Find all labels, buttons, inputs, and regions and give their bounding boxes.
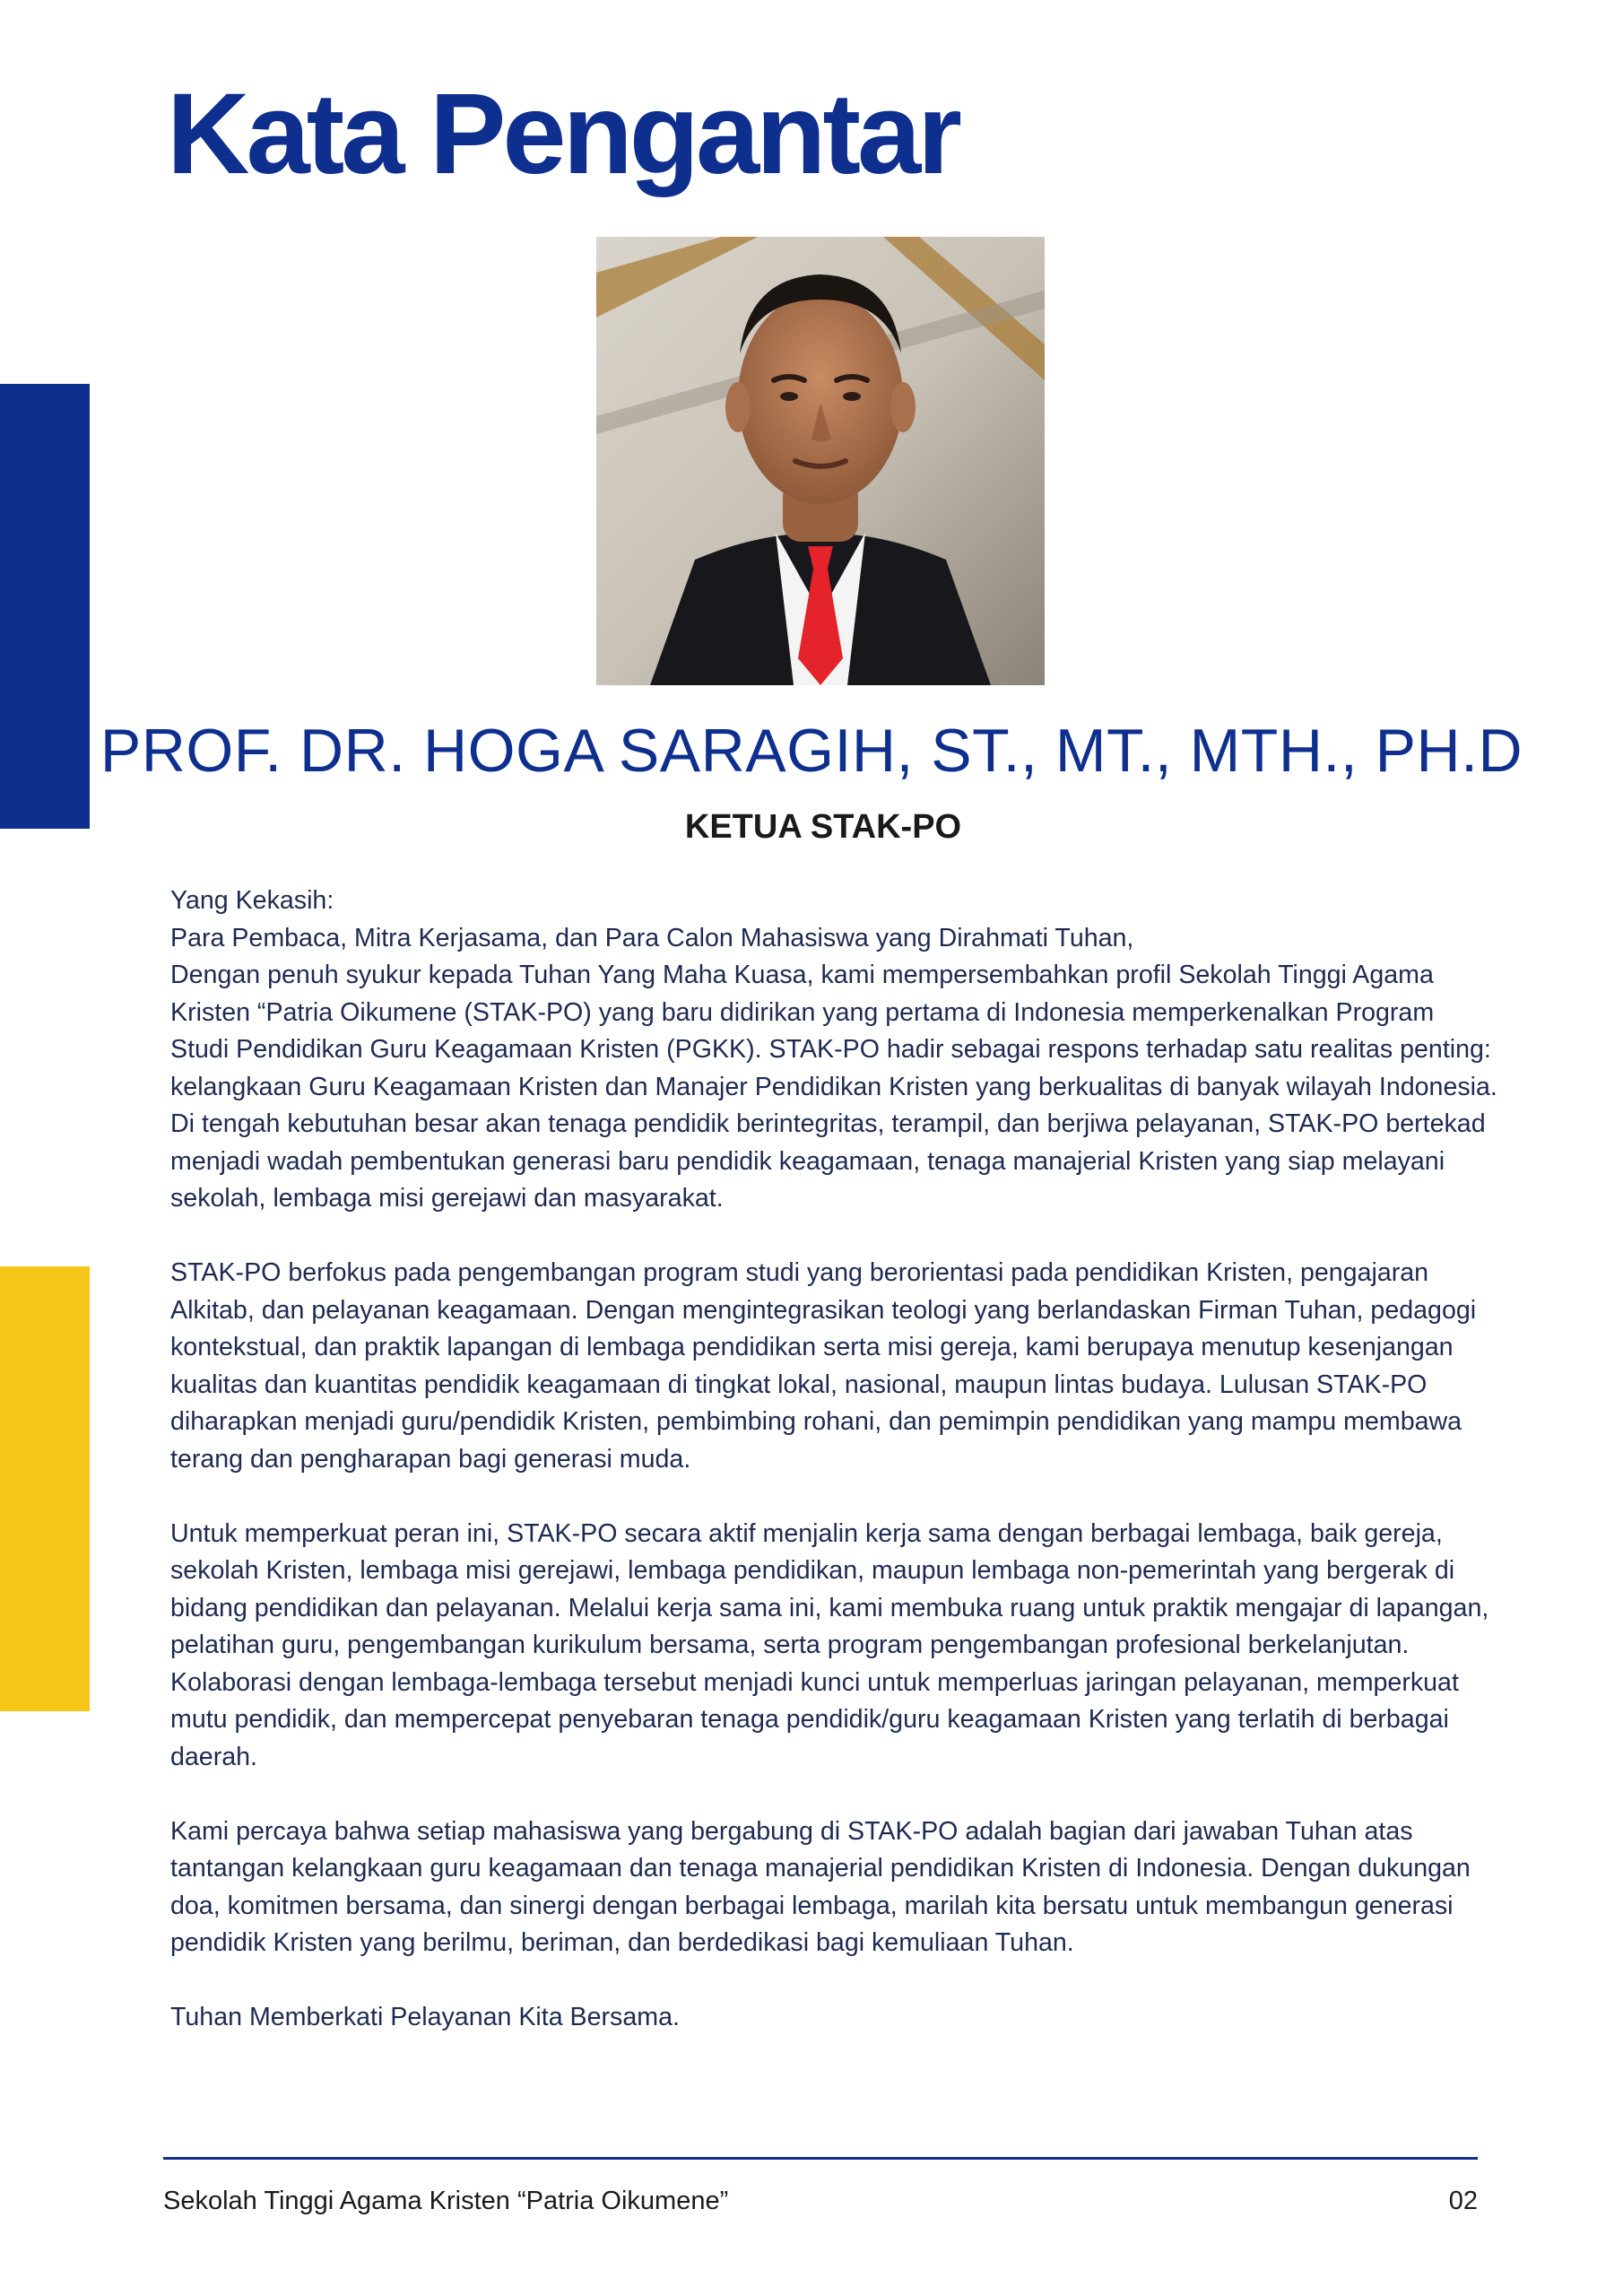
page-title: Kata Pengantar	[167, 70, 959, 198]
yellow-accent-bar	[0, 1266, 90, 1711]
salutation-line: Yang Kekasih:	[170, 886, 334, 915]
letter-paragraph: Untuk memperkuat peran ini, STAK-PO secara aktif menjalin kerja sama dengan berbagai lembaga, baik gereja, sekolah Kristen, lembaga misi gerejawi, lembaga pendidikan, maupun lembaga non-pemerintah yang bergerak di bidang pendidikan dan pelayanan. Melalui kerja sama ini, kami membuka ruang untuk praktik mengajar di lapangan, pelatihan guru, pengembangan kurikulum bersama, serta program pengembangan profesional berkelanjutan. Kolaborasi dengan lembaga-lembaga tersebut menjadi kunci untuk memperluas jaringan pelayanan, memperkuat mutu pendidik, dan mempercepat penyebaran tenaga pendidik/guru keagamaan Kristen yang terlatih di berbagai daerah.	[170, 1518, 1489, 1771]
person-name: PROF. DR. HOGA SARAGIH, ST., MT., MTH., PH.D	[100, 717, 1523, 785]
person-role: KETUA STAK-PO	[684, 808, 962, 846]
letter-paragraph: Kami percaya bahwa setiap mahasiswa yang bergabung di STAK-PO adalah bagian dari jawaban Tuhan atas tantangan kelangkaan guru keagamaan dan tenaga manajerial pendidikan Kristen di Indonesia. Dengan dukungan doa, komitmen bersama, dan sinergi dengan berbagai lembaga, marilah kita bersatu untuk membangun generasi pendidik Kristen yang berilmu, beriman, dan berdedikasi bagi kemuliaan Tuhan.	[170, 1816, 1471, 1957]
footer-institution: Sekolah Tinggi Agama Kristen “Patria Oikumene”	[163, 2187, 729, 2215]
portrait-photo	[596, 237, 1045, 685]
letter-paragraph: STAK-PO berfokus pada pengembangan program studi yang berorientasi pada pendidikan Kristen, pengajaran Alkitab, dan pelayanan keagamaan. Dengan mengintegrasikan teologi yang berlandaskan Firman Tuhan, pedagogi kontekstual, dan praktik lapangan di lembaga pendidikan serta misi gereja, kami berupaya menutup kesenjangan kualitas dan kuantitas pendidik keagamaan di tingkat lokal, nasional, maupun lintas budaya. Lulusan STAK-PO diharapkan menjadi guru/pendidik Kristen, pembimbing rohani, dan pemimpin pendidikan yang mampu membawa terang dan pengharapan bagi generasi muda.	[170, 1258, 1477, 1474]
closing-line: Tuhan Memberkati Pelayanan Kita Bersama.	[170, 2003, 680, 2031]
salutation-line: Para Pembaca, Mitra Kerjasama, dan Para Calon Mahasiswa yang Dirahmati Tuhan,	[170, 923, 1134, 952]
letter-paragraph: Dengan penuh syukur kepada Tuhan Yang Maha Kuasa, kami mempersembahkan profil Sekolah Tinggi Agama Kristen “Patria Oikumene (STAK-PO) yang baru didirikan yang pertama di Indonesia memperkenalkan Program Studi Pendidikan Guru Keagamaan Kristen (PGKK). STAK-PO hadir sebagai respons terhadap satu realitas penting: kelangkaan Guru Keagamaan Kristen dan Manajer Pendidikan Kristen yang berkualitas di banyak wilayah Indonesia. Di tengah kebutuhan besar akan tenaga pendidik berintegritas, terampil, dan berjiwa pelayanan, STAK-PO bertekad menjadi wadah pembentukan generasi baru pendidik keagamaan, tenaga manajerial Kristen yang siap melayani sekolah, lembaga misi gerejawi dan masyarakat.	[170, 961, 1497, 1213]
footer-divider	[163, 2157, 1478, 2160]
page-number: 02	[1448, 2187, 1478, 2215]
letter-body	[170, 883, 1497, 2037]
